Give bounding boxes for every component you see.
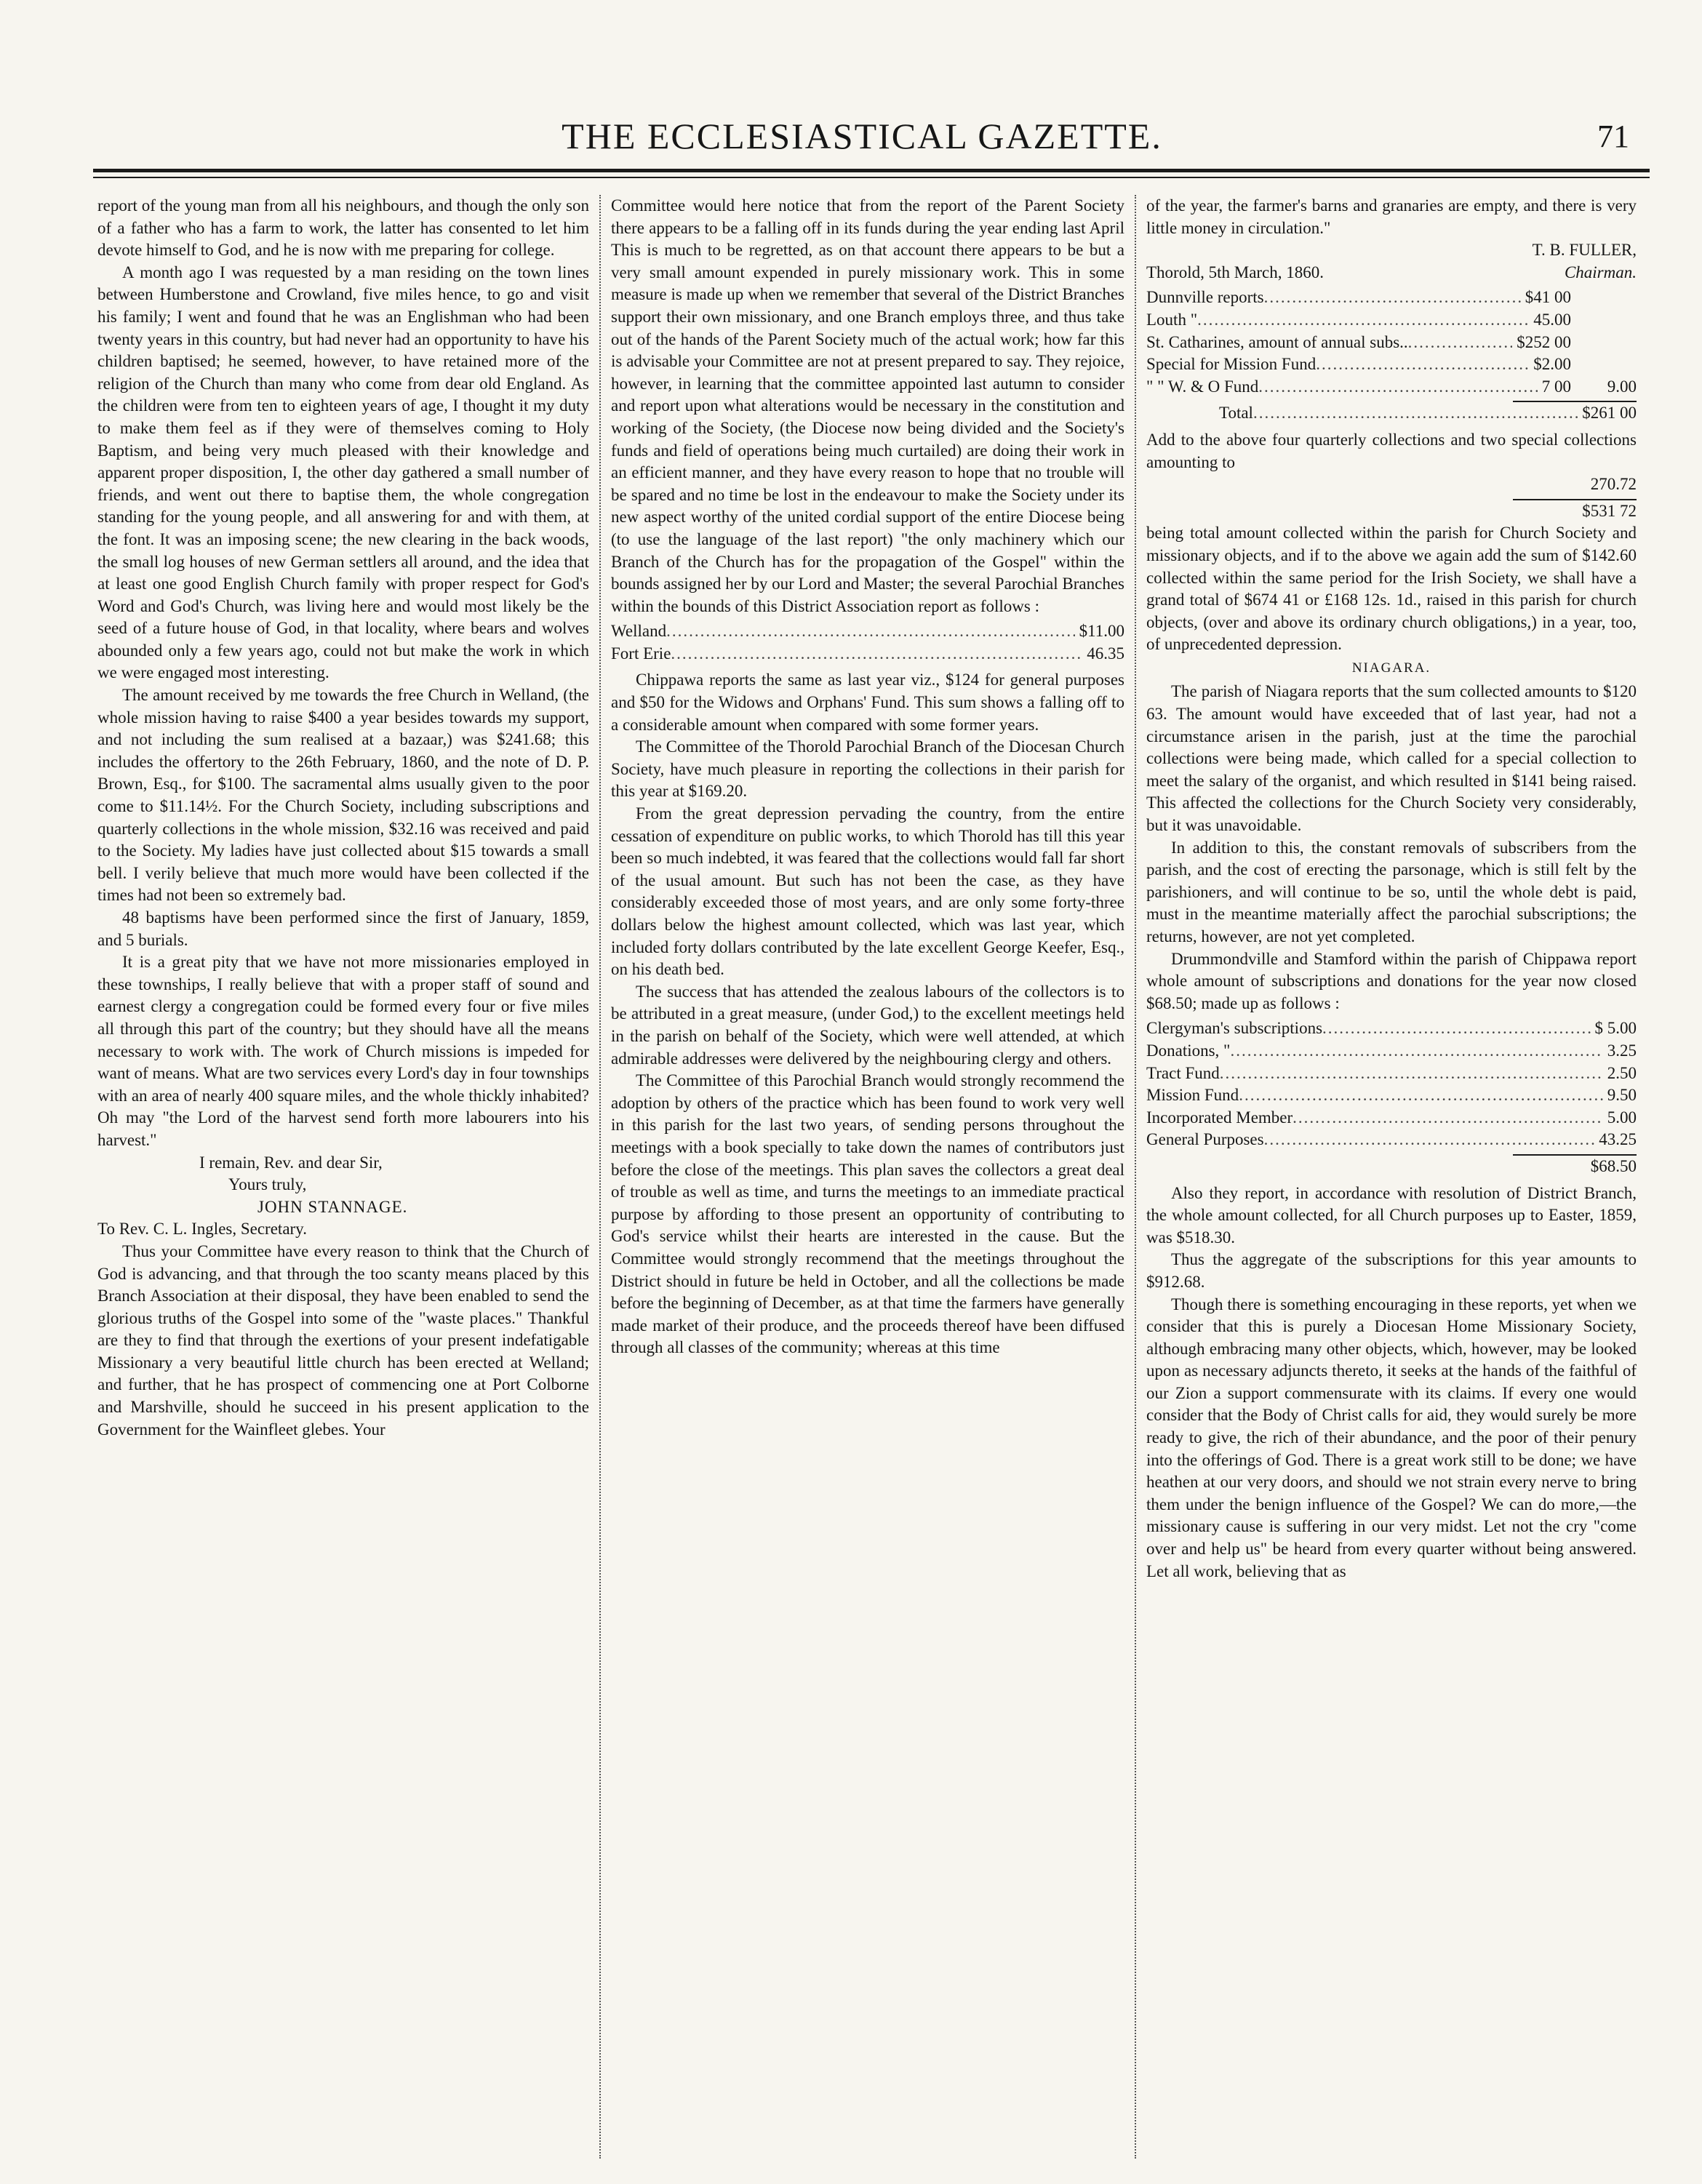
ledger-total-row — [1146, 402, 1637, 425]
ledger-label: Clergyman's subscriptions — [1146, 1019, 1323, 1038]
ledger-label: St. Catharines, amount of annual subs.. — [1146, 332, 1408, 351]
leader-dots — [1264, 1129, 1595, 1151]
paragraph: A month ago I was requested by a man residing on the town lines between Humberstone and Crowland, five miles hence, to go and visit his family; I went and found that he was an Englishman who had been twenty years in this country, but had never had an opportunity to have his children baptised; he seemed, however, to have retained more of the religion of the Church than many who come from dear old England. As the children were from ten to eighteen years of age, I thought it my duty to make them feel as if they were of themselves coming to Holy Baptism, and being very much pleased with their knowledge and apparent proper disposition, I, the other day gathered a small number of friends, and went out there to baptise them, the whole congregation standing for the young people, and all answering for and with them, at the font. It was an imposing scene; the new clearing in the back woods, the small log houses of new German settlers all around, and the idea that at least one good English Church family with proper respect for God's Word and God's Church, was living here and would most likely be the seed of a future house of God, in that locality, where bears and wolves abounded only a few years ago, could not but make the work in which we were engaged most interesting. — [97, 263, 589, 682]
ledger-label: General Purposes — [1146, 1130, 1264, 1149]
paragraph: 48 baptisms have been performed since the first of January, 1859, and 5 burials. — [97, 908, 589, 949]
ledger-amount: 2.50 — [1607, 1063, 1637, 1082]
paragraph: It is a great pity that we have not more missionaries employed in these townships, I really believe that with a proper staff of sound and earnest clergy a congregation could be formed every four or five miles all through this part of the country; but they should have all the means necessary to work with. The work of Church missions is impeded for want of means. What are two services every Lord's day in four townships with an area of nearly 400 square miles, and the whole thickly inhabited? Oh may "the Lord of the harvest send forth more labourers into his harvest." — [97, 953, 589, 1149]
ledger-amount: 5.00 — [1607, 1108, 1637, 1127]
paragraph: The Committee of this Parochial Branch would strongly recommend the adoption by others of the practice which has been found to work very well in this parish for the last two years, of sending persons throughout the meetings with a book specially to take down the names of contributors just before the close of the meetings. This plan saves the collectors a great deal of trouble as well as time, and turns the meetings to an immediate practical purpose by affording to those present an opportunity of contributing to God's service whilst their hearts are interested in the cause. But the Committee would strongly recommend that the meetings throughout the District should in future be held in October, and all the collections be made before the beginning of December, as at that time the farmers have generally made market of their produce, and the proceeds thereof have been diffused through all classes of the community; whereas at this time — [611, 1071, 1124, 1357]
collections-ledger — [1146, 287, 1637, 425]
paragraph: Thus the aggregate of the subscriptions for this year amounts to $912.68. — [1146, 1250, 1637, 1291]
publication-title: THE ECCLESIASTICAL GAZETTE. — [562, 116, 1162, 156]
ledger-label: Tract Fund — [1146, 1063, 1220, 1082]
add-collections-amount: 270.72 — [1590, 475, 1637, 494]
ledger-row — [1146, 353, 1637, 376]
ledger-label: Mission Fund — [1146, 1086, 1239, 1105]
ledger-row — [1146, 1040, 1637, 1063]
ledger-label: Special for Mission Fund — [1146, 355, 1317, 374]
paragraph: Chippawa reports the same as last year viz., $124 for general purposes and $50 for the Widows and Orphans' Fund. This sum shows a falling off to a considerable amount when compared with some former years. — [611, 671, 1124, 734]
letter-signature — [97, 1152, 589, 1219]
leader-dots — [1293, 1107, 1603, 1129]
leader-dots — [1220, 1063, 1603, 1085]
paragraph: The Committee of the Thorold Parochial Branch of the Diocesan Church Society, have much pleasure in reporting the collections in their parish for this year at $169.20. — [611, 737, 1124, 801]
signature-name: JOHN STANNAGE. — [257, 1197, 408, 1216]
ledger-amount: $252 00 — [1517, 332, 1571, 351]
paragraph: Also they report, in accordance with resolution of District Branch, the whole amount collected, for all Church purposes up to Easter, 1859, was $518.30. — [1146, 1183, 1637, 1247]
district-ledger — [611, 620, 1124, 665]
leader-dots — [666, 620, 1075, 643]
ledger-amount: 43.25 — [1599, 1130, 1637, 1149]
section-heading-niagara: NIAGARA. — [1351, 660, 1431, 676]
chair-role: Chairman. — [1564, 263, 1637, 281]
masthead-rule-thin — [93, 177, 1650, 178]
leader-dots — [1230, 1040, 1602, 1063]
page-number: 71 — [1597, 119, 1629, 154]
signature-valediction: Yours truly, — [228, 1175, 307, 1194]
chair-line — [1146, 262, 1637, 284]
leader-dots — [1253, 402, 1578, 425]
ledger-total-label: Total — [1219, 404, 1253, 423]
ledger-row — [1146, 309, 1637, 332]
paragraph: The amount received by me towards the free Church in Welland, (the whole mission having to raise $400 a year besides towards my support, and not including the sum realised at a bazaar,) was $241.68; this includes the offertory to the 26th February, 1860, and the note of D. P. Brown, Esq., for $100. The sacramental alms usually given to the poor come to $11.14½. For the Church Society, including subscriptions and quarterly collections in the whole mission, $32.16 was received and paid to the Society. My ladies have just collected about $15 towards a small bell. I verily believe that much more would have been collected if the times had not been so extremely bad. — [97, 686, 589, 905]
chair-name: T. B. FULLER, — [1532, 241, 1637, 260]
chippawa-ledger — [1146, 1017, 1637, 1177]
ledger-row — [1146, 1129, 1637, 1151]
ledger-amount-2: 9.00 — [1607, 377, 1637, 396]
leader-dots — [671, 643, 1082, 665]
paragraph: Though there is something encouraging in these reports, yet when we consider that this is purely a Diocesan Home Missionary Society, although embracing many other objects, which, however, may be looked upon as necessary adjuncts thereto, it seeks at the hands of the faithful of our Zion a support commensurate with its claims. If every one would consider that the Body of Christ calls for aid, they would surely be more ready to give, the rich of their abundance, and the poor of their penury into the offerings of God. There is a great work still to be done; we have heathen at our very doors, and should we not strain every nerve to bring them under the benign influence of the Gospel? We can do more,—the missionary cause is suffering in our very midst. Let not the cry "come over and help us" be heard from every quarter without being answered. Let all work, believing that as — [1146, 1295, 1637, 1580]
ledger-row — [611, 620, 1124, 643]
column-divider-1 — [599, 195, 601, 2159]
ledger-amount: 9.50 — [1607, 1086, 1637, 1105]
ledger-amount: 3.25 — [1607, 1041, 1637, 1060]
ledger-amount: $11.00 — [1079, 622, 1124, 641]
leader-dots — [1316, 353, 1529, 376]
paragraph: Drummondville and Stamford within the parish of Chippawa report whole amount of subscriptions and donations for the year now closed $68.50; made up as follows : — [1146, 949, 1637, 1012]
ledger-row — [1146, 1017, 1637, 1040]
chair-place-date: Thorold, 5th March, 1860. — [1146, 263, 1325, 281]
ledger-row — [1146, 332, 1637, 354]
ledger-row — [1146, 1084, 1637, 1107]
signature-closing: I remain, Rev. and dear Sir, — [199, 1153, 383, 1172]
column-3 — [1146, 195, 1637, 2162]
leader-dots — [1322, 1017, 1590, 1040]
ledger-label: Fort Erie — [611, 644, 671, 663]
paragraph: In addition to this, the constant removals of subscribers from the parish, and the cost of erecting the parsonage, which is still felt by the parishioners, and will continue to be so, until the whole debt is paid, must in the meantime materially affect the parochial subscriptions; the returns, however, are not yet completed. — [1146, 838, 1637, 945]
column-1 — [97, 195, 589, 2162]
paragraph: The success that has attended the zealous labours of the collectors is to be attributed in a great measure, (under God,) to the excellent meetings held in the parish on behalf of the Society, which were well attended, at which admirable addresses were delivered by the neighbouring clergy and others. — [611, 982, 1124, 1068]
column-2 — [611, 195, 1124, 2162]
ledger-row — [611, 643, 1124, 665]
leader-dots — [1408, 332, 1513, 354]
ledger-label: Dunnville reports — [1146, 288, 1264, 307]
leader-dots — [1239, 1084, 1603, 1107]
masthead-rule-thick — [93, 169, 1650, 172]
paragraph: Thus your Committee have every reason to think that the Church of God is advancing, and that through the too scanty means placed by this Branch Association at their disposal, they have been enabled to send the glorious truths of the Gospel into some of the "waste places." Thankful are they to find that through the exertions of your present indefatigable Missionary a very beautiful little church has been erected at Welland; and further, that he has prospect of commencing one at Port Colborne and Marshville, should he succeed in his present application to the Government for the Wainfleet glebes. Your — [97, 1241, 589, 1439]
column-divider-2 — [1135, 195, 1136, 2159]
paragraph: being total amount collected within the parish for Church Society and missionary objects, and if to the above we again add the sum of $142.60 collected within the same period for the Irish Society, we shall have a grand total of $674 41 or £168 12s. 1d., raised in this parish for church objects, (over and above its ordinary church obligations,) in a year, too, of unprecedented depression. — [1146, 524, 1637, 654]
grand-total-amount: $531 72 — [1582, 501, 1637, 520]
ledger-amount: 7 00 — [1541, 377, 1571, 396]
ledger-row — [1146, 287, 1637, 309]
ledger-amount: $2.00 — [1533, 355, 1571, 374]
paragraph: of the year, the farmer's barns and granaries are empty, and there is very little money in circulation." — [1146, 196, 1637, 237]
ledger-amount: 45.00 — [1533, 310, 1571, 329]
ledger-amount: $ 5.00 — [1594, 1019, 1637, 1038]
add-collections-text: Add to the above four quarterly collections and two special collections amounting to — [1146, 430, 1637, 471]
ledger-label: Louth " — [1146, 310, 1198, 329]
paragraph: From the great depression pervading the country, from the entire cessation of expenditure on public works, to which Thorold has till this year been so much indebted, it was feared that the collections would fall far short of the usual amount. But such has not been the case, as they have considerably exceeded those of most years, and are only some forty-three dollars below the highest amount collected, which was last year, which included forty dollars contributed by the late excellent George Keefer, Esq., on his death bed. — [611, 804, 1124, 979]
ledger-total-amount: $261 00 — [1582, 404, 1637, 423]
leader-dots — [1197, 309, 1529, 332]
ledger-row — [1146, 1107, 1637, 1129]
ledger-label: Donations, " — [1146, 1041, 1231, 1060]
leader-dots — [1264, 287, 1521, 309]
ledger-amount: $41 00 — [1525, 288, 1571, 307]
leader-dots — [1258, 376, 1537, 399]
ledger-row — [1146, 376, 1637, 399]
paragraph: Committee would here notice that from the report of the Parent Society there appears to be a falling off in its funds during the year ending last April This is much to be regretted, as on that account there appears to be but a very small amount expended in purely missionary work. This in some measure is made up when we remember that several of the District Branches support their own missionary, and one Branch employs three, and thus take out of the hands of the Parent Society much of the actual work; how far this is advisable your Committee are not at present prepared to say. They rejoice, however, in learning that the committee appointed last autumn to consider and report upon what alterations would be necessary in the constitution and working of the Society, (the Diocese now being divided and the Society's funds and field of operations being much curtailed) are doing their work in an efficient manner, and they have every reason to hope that no trouble will be spared and no time be lost in the endeavour to make the Society under its new aspect worthy of the united cordial support of the entire Diocese being (to use the language of the last report) "the only machinery which our Branch of the Church has for the propagation of the Gospel" within the bounds assigned her by our Lord and Master; the several Parochial Branches within the bounds of this District Association report as follows : — [611, 196, 1124, 615]
ledger-amount: 46.35 — [1087, 644, 1124, 663]
ledger-row — [1146, 1063, 1637, 1085]
addressee-line: To Rev. C. L. Ingles, Secretary. — [97, 1220, 307, 1239]
paragraph: report of the young man from all his neighbours, and though the only son of a father who has a farm to work, the latter has consented to let him devote himself to God, and he is now with me preparing for college. — [97, 196, 589, 260]
paragraph: The parish of Niagara reports that the sum collected amounts to $120 63. The amount would have exceeded that of last year, had not a circumstance arisen in the parish, just at the time the parochial collections were being made, which called for a special collection to meet the salary of the organist, and which resulted in $141 being raised. This affected the collections for the Church Society very considerably, but it was unavoidable. — [1146, 682, 1637, 835]
ledger-total-amount: $68.50 — [1590, 1156, 1637, 1175]
ledger-label: " " W. & O Fund — [1146, 377, 1259, 396]
ledger-label: Incorporated Member — [1146, 1108, 1293, 1127]
ledger-label: Welland — [611, 622, 667, 641]
